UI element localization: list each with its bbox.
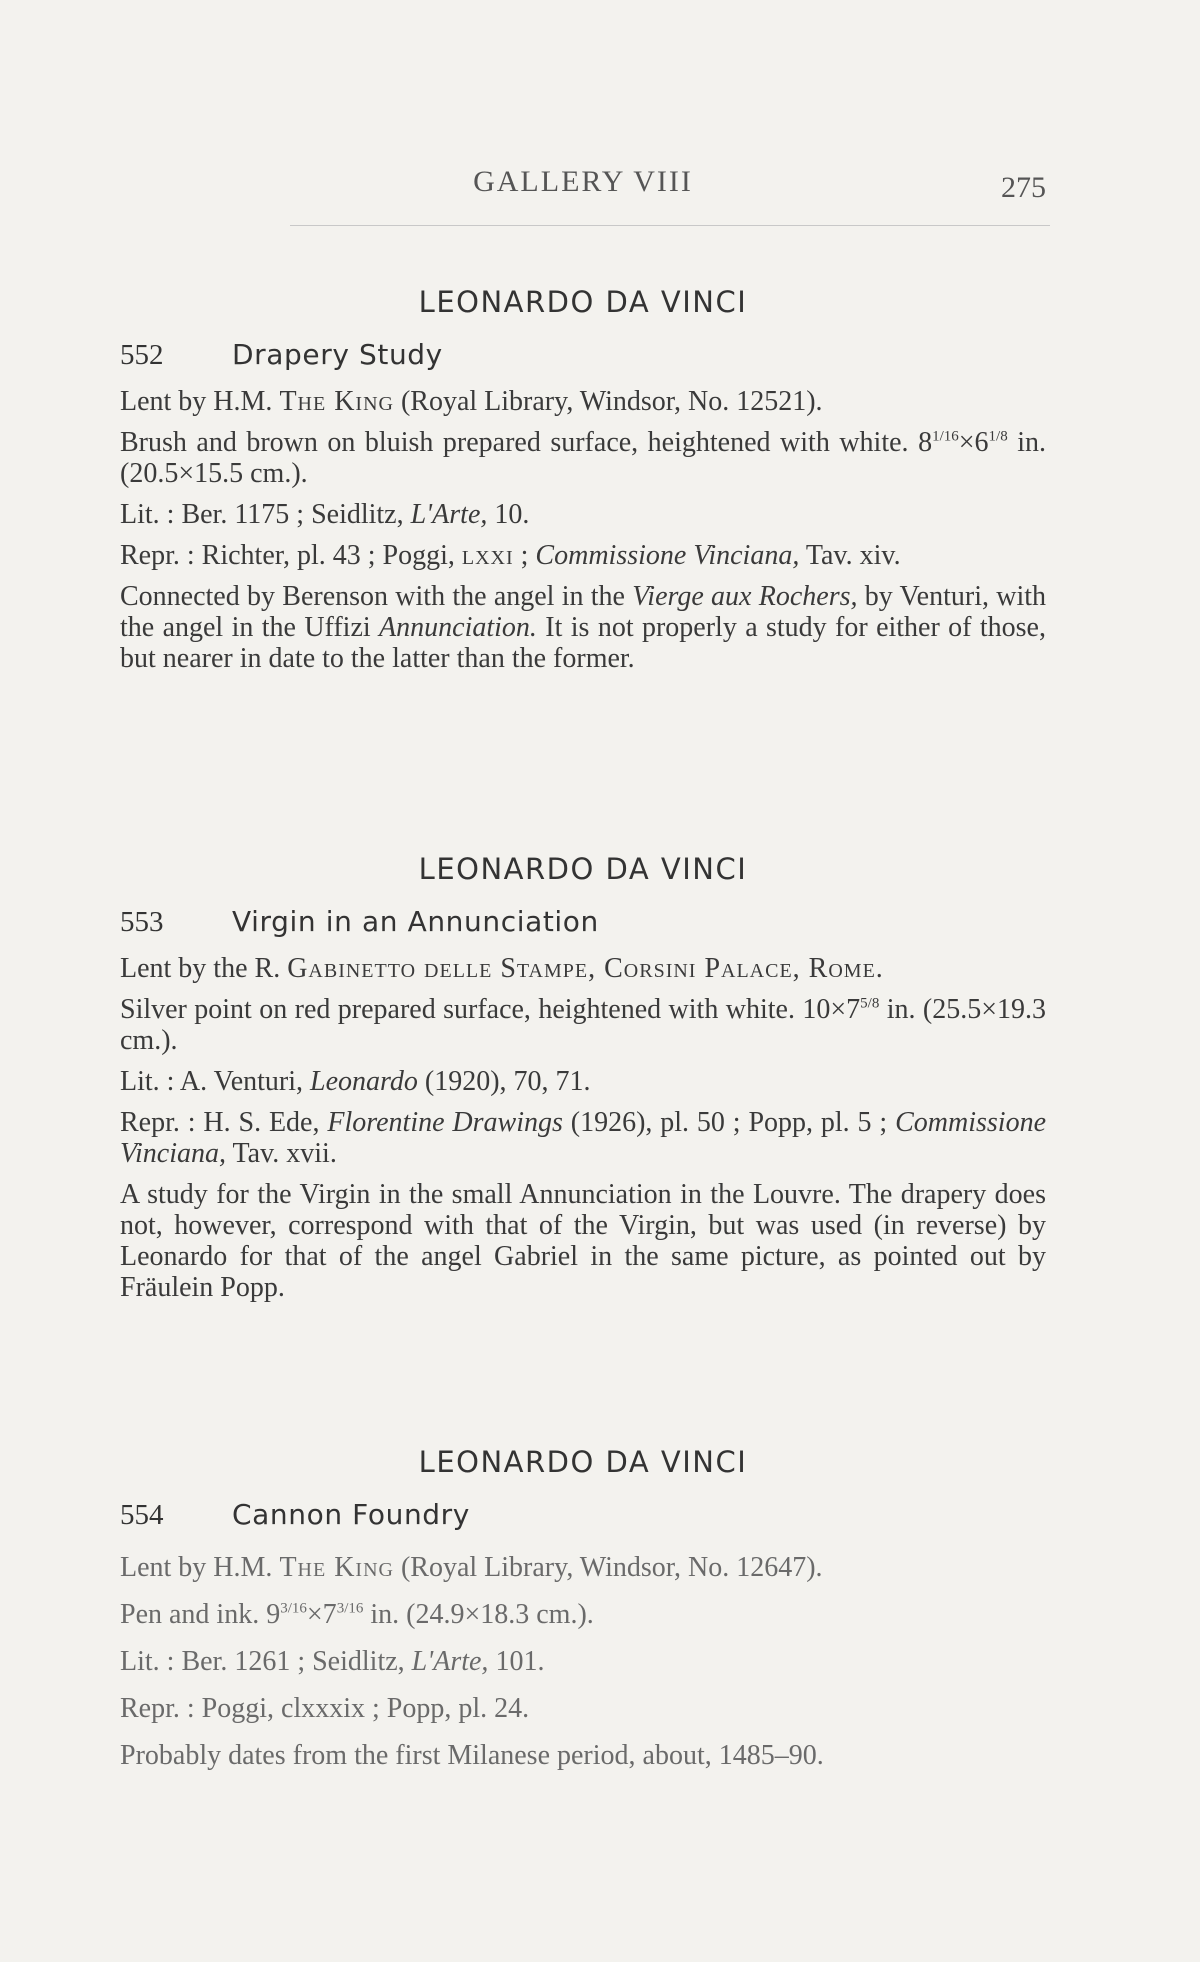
- medium-line: [120, 994, 1046, 1056]
- lender-prefix: Lent by the R.: [120, 953, 281, 984]
- lender-line: [120, 386, 1046, 417]
- dim-whole: 8: [918, 427, 933, 458]
- entry-number: 554: [120, 1499, 164, 1531]
- dim-fraction: 1/16: [932, 428, 959, 445]
- dim-whole: 10×7: [802, 994, 861, 1025]
- lender-name: The King: [279, 1552, 394, 1583]
- note-part: Connected by Berenson with the angel in the: [120, 581, 625, 612]
- lit-title: Leonardo: [310, 1066, 418, 1097]
- lit-suffix: 10.: [494, 499, 530, 530]
- lender-line: [120, 1552, 1046, 1583]
- entry-title: Drapery Study: [232, 338, 443, 371]
- catalogue-entry-554: [120, 1442, 1046, 1771]
- lit-suffix: 101.: [495, 1646, 545, 1677]
- repr-suffix: Tav. xiv.: [805, 540, 901, 571]
- lender-name: Gabinetto delle Stampe, Corsini Palace, Rome.: [287, 953, 884, 984]
- lit-prefix: Lit. : Ber. 1261 ; Seidlitz,: [120, 1646, 405, 1677]
- dim-fraction: 1/8: [988, 428, 1008, 445]
- dim-fraction: 5/8: [860, 995, 880, 1012]
- entry-heading: [120, 901, 1046, 943]
- dim-rest: in. (20.5×15.5 cm.).: [120, 427, 1046, 489]
- entry-title: Cannon Foundry: [232, 1498, 470, 1531]
- literature-line: [120, 1646, 1046, 1677]
- note-part: It is not properly a study for either of those, but nearer in date to the latter than the former.: [120, 612, 1046, 674]
- commentary: A study for the Virgin in the small Annunciation in the Louvre. The drapery does not, however, correspond with that of the Virgin, but was used (in reverse) by Leonardo for that of the angel Gabriel in the same picture, as pointed out by Fräulein Popp.: [120, 1179, 1046, 1303]
- lit-title: L'Arte,: [411, 1646, 489, 1677]
- catalogue-entry-552: [120, 282, 1046, 674]
- dim-times: ×7: [306, 1599, 337, 1630]
- lender-prefix: Lent by H.M.: [120, 386, 273, 417]
- lit-title: L'Arte,: [410, 499, 488, 530]
- repr-prefix: Repr. : Richter, pl. 43 ; Poggi,: [120, 540, 455, 571]
- catalogue-entry-553: [120, 849, 1046, 1303]
- repr-suffix: Tav. xvii.: [232, 1138, 337, 1169]
- lender-name: The King: [279, 386, 394, 417]
- note-title: Annunciation.: [379, 612, 537, 643]
- dim-fraction: 3/16: [336, 1600, 364, 1617]
- repr-plate: lxxi: [461, 540, 514, 571]
- page-number: 275: [1001, 171, 1046, 204]
- commentary: Probably dates from the first Milanese period, about, 1485–90.: [120, 1740, 824, 1771]
- medium-line: [120, 1599, 1046, 1630]
- dim-rest: in. (25.5×19.3 cm.).: [120, 994, 1047, 1056]
- repr-mid: (1926), pl. 50 ; Popp, pl. 5 ;: [570, 1107, 888, 1138]
- artist-name: LEONARDO DA VINCI: [418, 1445, 748, 1479]
- artist-name: LEONARDO DA VINCI: [418, 852, 748, 886]
- dim-whole: 9: [266, 1599, 281, 1630]
- repr-title: Commissione Vinciana,: [120, 1107, 1046, 1169]
- note-title: Vierge aux Rochers,: [632, 581, 858, 612]
- artist-name: LEONARDO DA VINCI: [418, 285, 748, 319]
- medium-text: Silver point on red prepared surface, heightened with white.: [120, 994, 795, 1025]
- entry-number: 552: [120, 339, 164, 371]
- running-head: [120, 165, 1046, 205]
- entry-number: 553: [120, 906, 164, 938]
- literature-line: [120, 499, 1046, 530]
- medium-text: Pen and ink.: [120, 1599, 260, 1630]
- dim-rest: in. (24.9×18.3 cm.).: [370, 1599, 594, 1630]
- entry-heading: [120, 334, 1046, 376]
- medium-text: Brush and brown on bluish prepared surface, heightened with white.: [120, 427, 909, 458]
- header-rule: [290, 225, 1050, 226]
- note-part: by Venturi, with the angel in the Uffizi: [120, 581, 1047, 643]
- lender-line: [120, 953, 1046, 984]
- lender-suffix: (Royal Library, Windsor, No. 12521).: [400, 386, 823, 417]
- lit-prefix: Lit. : Ber. 1175 ; Seidlitz,: [120, 499, 404, 530]
- dim-fraction: 3/16: [280, 1600, 307, 1617]
- lender-suffix: (Royal Library, Windsor, No. 12647).: [400, 1552, 823, 1583]
- lender-prefix: Lent by H.M.: [120, 1552, 273, 1583]
- dim-times: ×6: [958, 427, 989, 458]
- medium-line: [120, 427, 1046, 489]
- entry-title: Virgin in an Annunciation: [232, 905, 599, 938]
- repr-title: Commissione Vinciana,: [535, 540, 800, 571]
- gallery-title: GALLERY VIII: [473, 165, 693, 198]
- reproduction-line: [120, 1107, 1046, 1169]
- reproduction-line: [120, 540, 1046, 571]
- reproduction-line: Repr. : Poggi, clxxxix ; Popp, pl. 24.: [120, 1693, 530, 1724]
- entry-heading: [120, 1494, 1046, 1536]
- repr-separator: ;: [520, 540, 529, 571]
- repr-prefix: Repr. : H. S. Ede,: [120, 1107, 320, 1138]
- literature-line: [120, 1066, 1046, 1097]
- lit-prefix: Lit. : A. Venturi,: [120, 1066, 304, 1097]
- commentary: [120, 581, 1046, 674]
- lit-suffix: (1920), 70, 71.: [424, 1066, 591, 1097]
- repr-title: Florentine Drawings: [327, 1107, 563, 1138]
